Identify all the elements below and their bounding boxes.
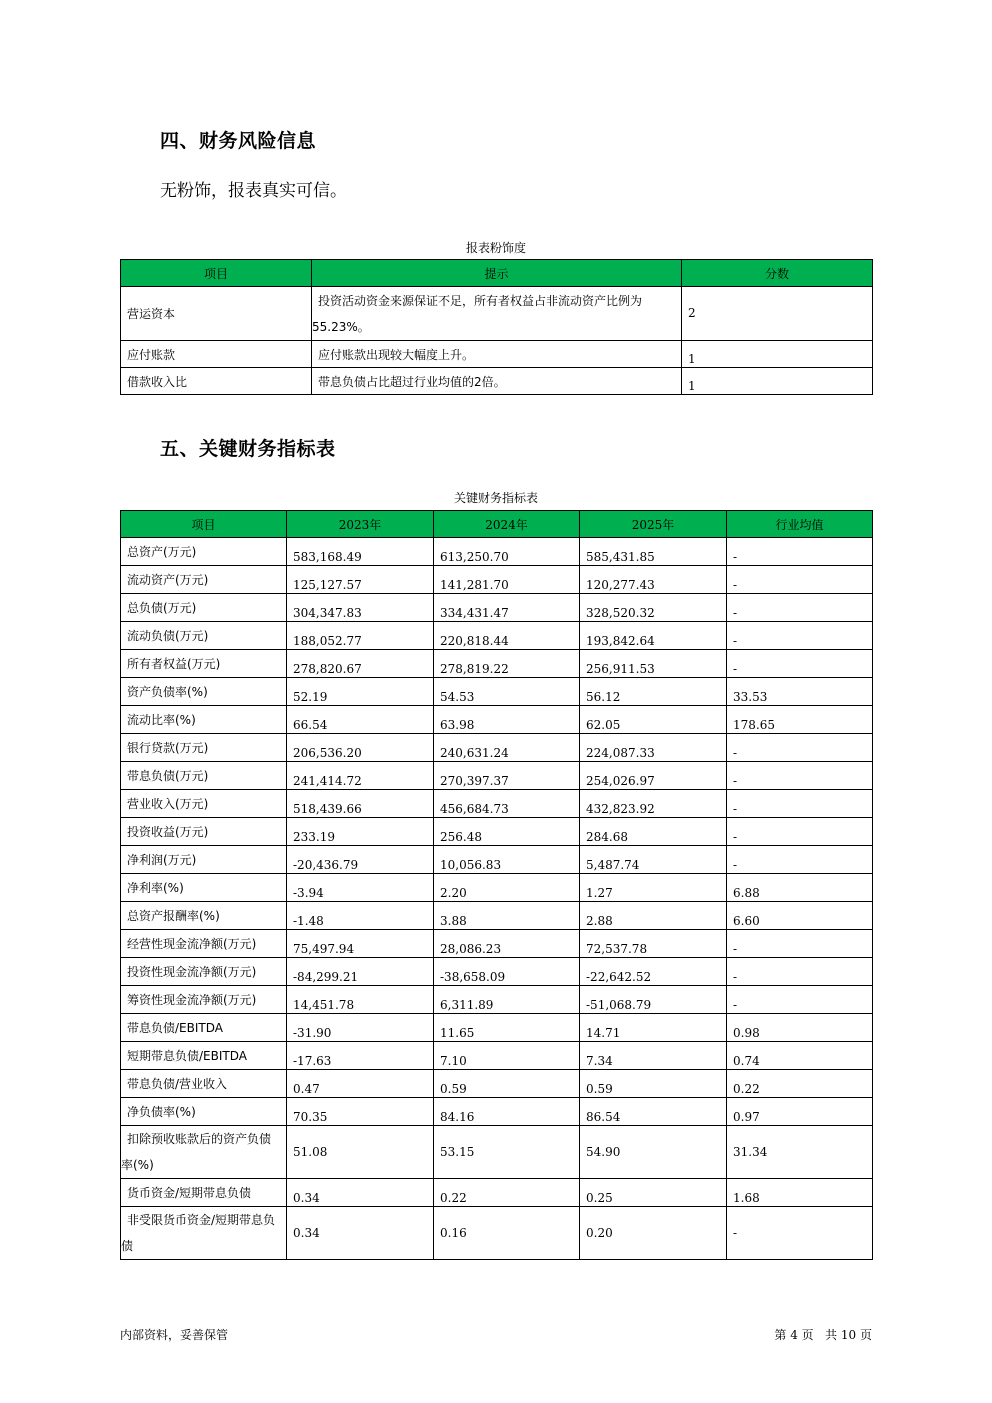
- value-cell: 56.12: [580, 678, 727, 706]
- column-header: 2024年: [434, 511, 580, 538]
- table-row: [121, 1098, 873, 1126]
- table-row: [121, 930, 873, 958]
- value-cell: 14.71: [580, 1014, 727, 1042]
- indicator-label-cell: 流动资产(万元): [121, 566, 287, 594]
- value-cell: 125,127.57: [287, 566, 434, 594]
- indicator-label-cell: 货币资金/短期带息负债: [121, 1179, 287, 1207]
- score-cell: 2: [682, 287, 873, 341]
- value-cell: 31.34: [727, 1126, 873, 1179]
- table2-caption: 关键财务指标表: [453, 491, 538, 505]
- table-row: [121, 622, 873, 650]
- value-cell: 178.65: [727, 706, 873, 734]
- indicator-label-cell: 带息负债(万元): [121, 762, 287, 790]
- value-cell: -: [727, 762, 873, 790]
- value-cell: 432,823.92: [580, 790, 727, 818]
- value-cell: 278,819.22: [434, 650, 580, 678]
- key-indicators-table: [120, 510, 873, 1260]
- value-cell: 0.22: [727, 1070, 873, 1098]
- value-cell: 10,056.83: [434, 846, 580, 874]
- indicator-label-cell: 总负债(万元): [121, 594, 287, 622]
- value-cell: 54.53: [434, 678, 580, 706]
- indicator-label-cell: 经营性现金流净额(万元): [121, 930, 287, 958]
- value-cell: -: [727, 930, 873, 958]
- value-cell: 456,684.73: [434, 790, 580, 818]
- value-cell: 613,250.70: [434, 538, 580, 566]
- value-cell: 254,026.97: [580, 762, 727, 790]
- value-cell: -: [727, 622, 873, 650]
- table-row: [121, 902, 873, 930]
- indicator-label-cell: 总资产(万元): [121, 538, 287, 566]
- value-cell: 6.88: [727, 874, 873, 902]
- value-cell: 7.34: [580, 1042, 727, 1070]
- value-cell: -: [727, 790, 873, 818]
- column-header: 提示: [312, 260, 682, 287]
- section4-summary: 无粉饰，报表真实可信。: [160, 181, 347, 201]
- value-cell: 0.59: [434, 1070, 580, 1098]
- value-cell: -: [727, 650, 873, 678]
- value-cell: -51,068.79: [580, 986, 727, 1014]
- value-cell: 0.47: [287, 1070, 434, 1098]
- table-row: [121, 1179, 873, 1207]
- value-cell: 240,631.24: [434, 734, 580, 762]
- indicator-label-cell: 总资产报酬率(%): [121, 902, 287, 930]
- whitewash-table: [120, 259, 873, 395]
- column-header: 2025年: [580, 511, 727, 538]
- value-cell: 75,497.94: [287, 930, 434, 958]
- value-cell: 1.27: [580, 874, 727, 902]
- item-cell: 营运资本: [121, 287, 312, 341]
- value-cell: 518,439.66: [287, 790, 434, 818]
- table-row: [121, 594, 873, 622]
- value-cell: -31.90: [287, 1014, 434, 1042]
- table-row: [121, 650, 873, 678]
- indicator-label-cell: 非受限货币资金/短期带息负债: [121, 1207, 287, 1260]
- value-cell: 72,537.78: [580, 930, 727, 958]
- section5-heading: 五、关键财务指标表: [160, 438, 336, 460]
- value-cell: -3.94: [287, 874, 434, 902]
- value-cell: 0.98: [727, 1014, 873, 1042]
- value-cell: 63.98: [434, 706, 580, 734]
- indicator-label-cell: 流动负债(万元): [121, 622, 287, 650]
- table-row: [121, 1014, 873, 1042]
- value-cell: -17.63: [287, 1042, 434, 1070]
- column-header: 项目: [121, 260, 312, 287]
- value-cell: -: [727, 986, 873, 1014]
- value-cell: 14,451.78: [287, 986, 434, 1014]
- value-cell: 2.88: [580, 902, 727, 930]
- value-cell: 270,397.37: [434, 762, 580, 790]
- table-row: [121, 1042, 873, 1070]
- value-cell: 2.20: [434, 874, 580, 902]
- value-cell: 52.19: [287, 678, 434, 706]
- value-cell: -: [727, 846, 873, 874]
- table-header-row: [121, 260, 873, 287]
- table-row: [121, 734, 873, 762]
- table-row: [121, 762, 873, 790]
- value-cell: 585,431.85: [580, 538, 727, 566]
- table-row: [121, 790, 873, 818]
- value-cell: 66.54: [287, 706, 434, 734]
- value-cell: 0.59: [580, 1070, 727, 1098]
- indicator-label-cell: 带息负债/EBITDA: [121, 1014, 287, 1042]
- value-cell: -: [727, 566, 873, 594]
- hint-cell: 带息负债占比超过行业均值的2倍。: [312, 368, 682, 395]
- value-cell: 7.10: [434, 1042, 580, 1070]
- column-header: 分数: [682, 260, 873, 287]
- value-cell: 33.53: [727, 678, 873, 706]
- column-header: 项目: [121, 511, 287, 538]
- table1-caption: 报表粉饰度: [465, 241, 526, 255]
- value-cell: 0.20: [580, 1207, 727, 1260]
- value-cell: 141,281.70: [434, 566, 580, 594]
- footer-page-number: 第 4 页 共 10 页: [774, 1328, 872, 1342]
- value-cell: 53.15: [434, 1126, 580, 1179]
- value-cell: 70.35: [287, 1098, 434, 1126]
- table-row: [121, 287, 873, 341]
- value-cell: -: [727, 1207, 873, 1260]
- value-cell: 193,842.64: [580, 622, 727, 650]
- table-row: [121, 1207, 873, 1260]
- value-cell: 334,431.47: [434, 594, 580, 622]
- indicator-label-cell: 净利率(%): [121, 874, 287, 902]
- value-cell: 233.19: [287, 818, 434, 846]
- value-cell: 304,347.83: [287, 594, 434, 622]
- value-cell: 54.90: [580, 1126, 727, 1179]
- value-cell: 256,911.53: [580, 650, 727, 678]
- column-header: 行业均值: [727, 511, 873, 538]
- value-cell: 28,086.23: [434, 930, 580, 958]
- value-cell: 0.74: [727, 1042, 873, 1070]
- value-cell: 284.68: [580, 818, 727, 846]
- table-row: [121, 958, 873, 986]
- table-row: [121, 1070, 873, 1098]
- table-header-row: [121, 511, 873, 538]
- table-row: [121, 706, 873, 734]
- value-cell: 6,311.89: [434, 986, 580, 1014]
- table-row: [121, 986, 873, 1014]
- value-cell: 0.34: [287, 1207, 434, 1260]
- footer-confidential-note: 内部资料，妥善保管: [120, 1328, 229, 1342]
- indicator-label-cell: 银行贷款(万元): [121, 734, 287, 762]
- table-row: [121, 1126, 873, 1179]
- value-cell: -22,642.52: [580, 958, 727, 986]
- indicator-label-cell: 净利润(万元): [121, 846, 287, 874]
- value-cell: 206,536.20: [287, 734, 434, 762]
- indicator-label-cell: 营业收入(万元): [121, 790, 287, 818]
- table-row: [121, 846, 873, 874]
- value-cell: 11.65: [434, 1014, 580, 1042]
- table-row: [121, 368, 873, 395]
- indicator-label-cell: 带息负债/营业收入: [121, 1070, 287, 1098]
- value-cell: 0.22: [434, 1179, 580, 1207]
- table-row: [121, 818, 873, 846]
- value-cell: 220,818.44: [434, 622, 580, 650]
- score-cell: 1: [682, 368, 873, 395]
- column-header: 2023年: [287, 511, 434, 538]
- value-cell: -: [727, 958, 873, 986]
- value-cell: 241,414.72: [287, 762, 434, 790]
- value-cell: 0.34: [287, 1179, 434, 1207]
- indicator-label-cell: 投资性现金流净额(万元): [121, 958, 287, 986]
- item-cell: 应付账款: [121, 341, 312, 368]
- hint-cell: 应付账款出现较大幅度上升。: [312, 341, 682, 368]
- value-cell: 188,052.77: [287, 622, 434, 650]
- table-row: [121, 678, 873, 706]
- value-cell: 1.68: [727, 1179, 873, 1207]
- value-cell: 86.54: [580, 1098, 727, 1126]
- value-cell: 256.48: [434, 818, 580, 846]
- value-cell: 0.25: [580, 1179, 727, 1207]
- value-cell: 120,277.43: [580, 566, 727, 594]
- indicator-label-cell: 流动比率(%): [121, 706, 287, 734]
- indicator-label-cell: 短期带息负债/EBITDA: [121, 1042, 287, 1070]
- value-cell: 5,487.74: [580, 846, 727, 874]
- section4-heading: 四、财务风险信息: [160, 130, 317, 152]
- score-cell: 1: [682, 341, 873, 368]
- value-cell: 224,087.33: [580, 734, 727, 762]
- value-cell: -1.48: [287, 902, 434, 930]
- table-row: [121, 874, 873, 902]
- value-cell: -: [727, 594, 873, 622]
- value-cell: 3.88: [434, 902, 580, 930]
- table-row: [121, 341, 873, 368]
- value-cell: 583,168.49: [287, 538, 434, 566]
- indicator-label-cell: 资产负债率(%): [121, 678, 287, 706]
- table-row: [121, 538, 873, 566]
- value-cell: 6.60: [727, 902, 873, 930]
- value-cell: -: [727, 818, 873, 846]
- indicator-label-cell: 所有者权益(万元): [121, 650, 287, 678]
- value-cell: -38,658.09: [434, 958, 580, 986]
- table-row: [121, 566, 873, 594]
- indicator-label-cell: 投资收益(万元): [121, 818, 287, 846]
- indicator-label-cell: 扣除预收账款后的资产负债率(%): [121, 1126, 287, 1179]
- value-cell: -84,299.21: [287, 958, 434, 986]
- value-cell: -20,436.79: [287, 846, 434, 874]
- value-cell: 328,520.32: [580, 594, 727, 622]
- value-cell: 278,820.67: [287, 650, 434, 678]
- value-cell: 51.08: [287, 1126, 434, 1179]
- item-cell: 借款收入比: [121, 368, 312, 395]
- value-cell: 84.16: [434, 1098, 580, 1126]
- indicator-label-cell: 筹资性现金流净额(万元): [121, 986, 287, 1014]
- value-cell: 62.05: [580, 706, 727, 734]
- hint-cell: 投资活动资金来源保证不足，所有者权益占非流动资产比例为55.23%。: [312, 287, 682, 341]
- value-cell: 0.97: [727, 1098, 873, 1126]
- indicator-label-cell: 净负债率(%): [121, 1098, 287, 1126]
- value-cell: -: [727, 538, 873, 566]
- value-cell: 0.16: [434, 1207, 580, 1260]
- value-cell: -: [727, 734, 873, 762]
